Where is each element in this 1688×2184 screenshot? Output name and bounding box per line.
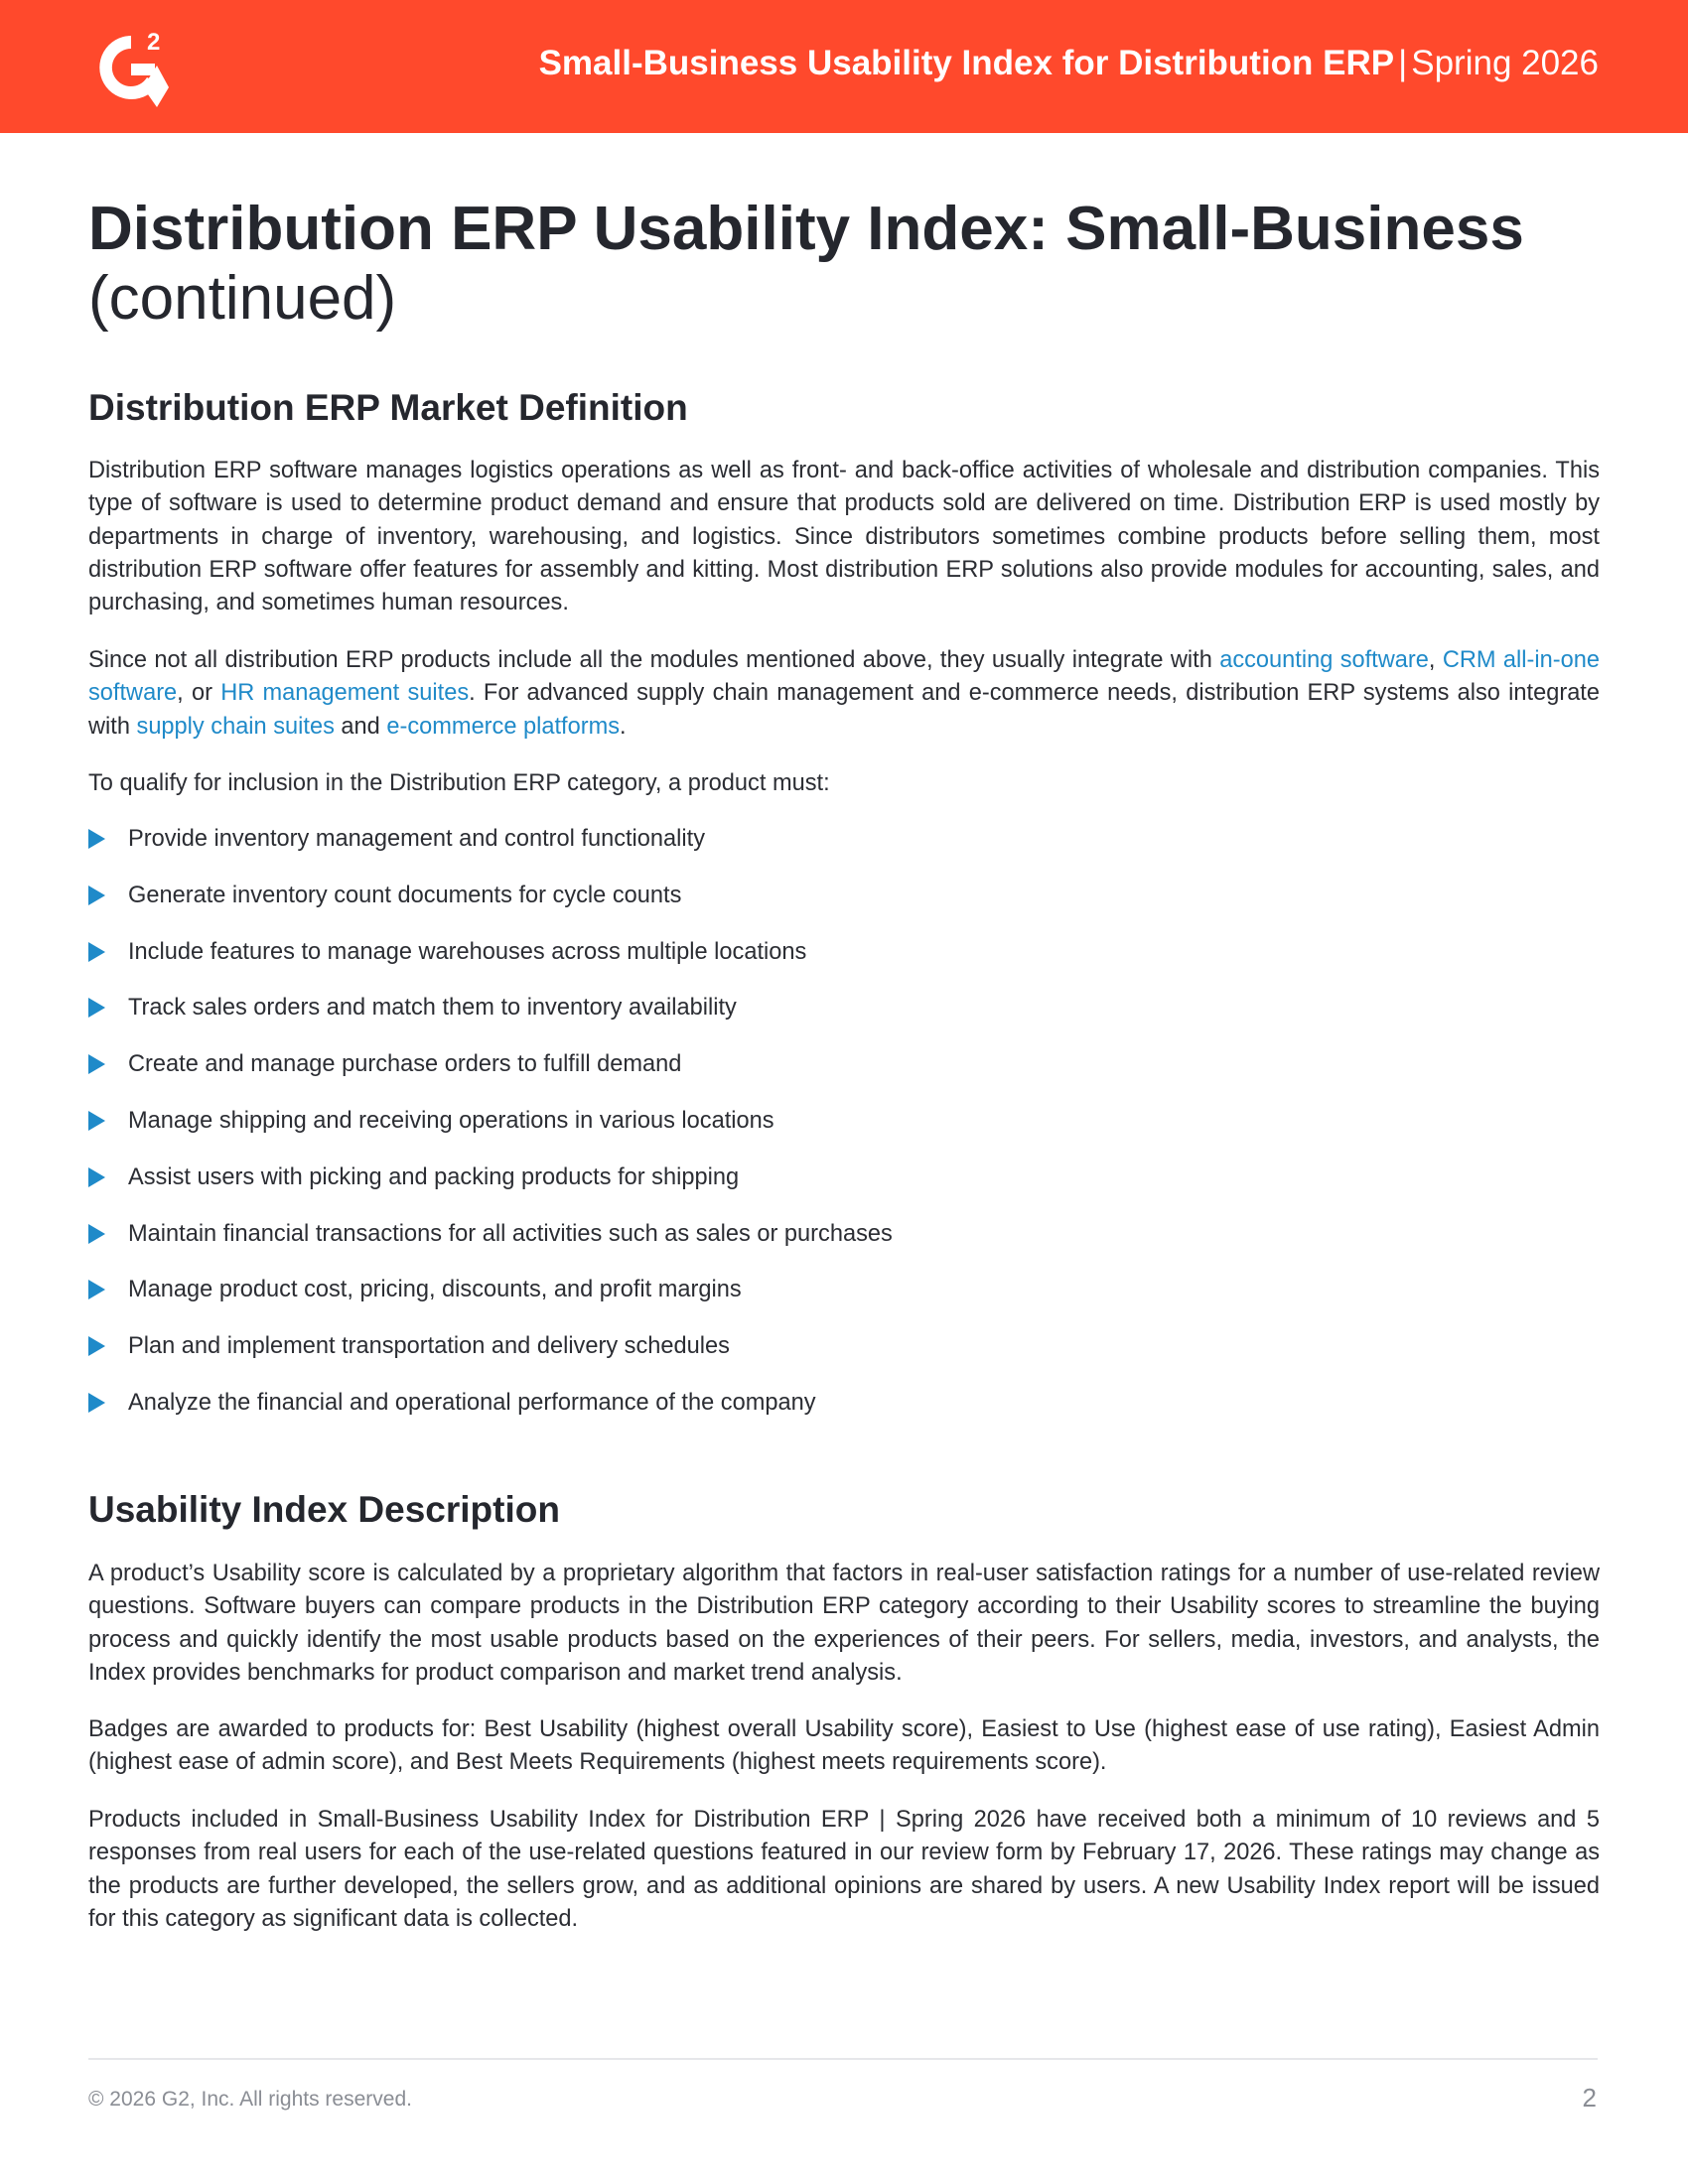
usability-index-heading: Usability Index Description — [88, 1489, 560, 1530]
badges-paragraph: Badges are awarded to products for: Best Usability (highest overall Usability score), Easiest to Use (highest ease of use rating), Easiest Admin (highest ease of admin score), and Best Meets Requirements (highest meets requirements score). — [88, 1716, 1600, 1776]
triangle-bullet-icon — [88, 1280, 105, 1299]
report-season: Spring 2026 — [1411, 44, 1599, 82]
triangle-bullet-icon — [88, 1111, 105, 1131]
usability-description-paragraph: A product’s Usability score is calculated by a proprietary algorithm that factors in real-user satisfaction ratings for a number of use-related review questions. Software buyers can compare products in the Distribution ERP category according to their Usability scores to streamline the buying process and quickly identify the most usable products based on the experiences of their peers. For sellers, media, investors, and analysts, the Index provides benchmarks for product comparison and market trend analysis. — [88, 1561, 1600, 1686]
report-header — [0, 0, 1688, 133]
text-fragment: , — [1428, 647, 1443, 673]
criterion-text: Include features to manage warehouses across multiple locations — [128, 938, 807, 965]
criterion-text: Manage shipping and receiving operations in various locations — [128, 1107, 774, 1134]
triangle-bullet-icon — [88, 829, 105, 849]
criterion-text: Generate inventory count documents for cycle counts — [128, 882, 682, 908]
list-item — [88, 1161, 1478, 1218]
list-item — [88, 1105, 1478, 1161]
criterion-text: Analyze the financial and operational performance of the company — [128, 1389, 816, 1416]
list-item — [88, 823, 1478, 880]
accounting-software-link[interactable]: accounting software — [1219, 647, 1429, 673]
criterion-text: Maintain financial transactions for all activities such as sales or purchases — [128, 1220, 893, 1247]
page-title-sub: (continued) — [88, 264, 397, 333]
supply-chain-link[interactable]: supply chain suites — [136, 713, 335, 740]
text-fragment: and — [334, 713, 387, 740]
page-number: 2 — [1582, 2083, 1597, 2113]
criterion-text: Track sales orders and match them to inventory availability — [128, 995, 737, 1022]
report-title-main: Small-Business Usability Index for Distribution ERP — [538, 44, 1395, 82]
criterion-text: Create and manage purchase orders to fulfill demand — [128, 1051, 682, 1078]
inclusion-criteria-paragraph: Products included in Small-Business Usability Index for Distribution ERP | Spring 2026 have received both a minimum of 10 reviews and 5 responses from real users for each of the use-related questions featured in our review form by February 17, 2026. These ratings may change as the products are further developed, the sellers grow, and as additional opinions are shared by users. A new Usability Index report will be issued for this category as significant data is collected. — [88, 1807, 1600, 1932]
qualification-criteria-list — [88, 823, 1478, 1443]
triangle-bullet-icon — [88, 1393, 105, 1413]
title-separator: | — [1398, 44, 1408, 82]
criterion-text: Assist users with picking and packing products for shipping — [128, 1163, 740, 1190]
text-fragment: Since not all distribution ERP products include all the modules mentioned above, they usually integrate with — [88, 647, 1220, 673]
criterion-text: Provide inventory management and control functionality — [128, 826, 705, 852]
market-definition-paragraph: Distribution ERP software manages logistics operations as well as front- and back-office activities of wholesale and distribution companies. This type of software is used to determine product demand and ensure that products sold are delivered on time. Distribution ERP is used mostly by departments in charge of inventory, warehousing, and logistics. Since distributors sometimes combine products before selling them, most distribution ERP software offer features for assembly and kitting. Most distribution ERP solutions also provide modules for accounting, sales, and purchasing, and sometimes human resources. — [88, 458, 1600, 616]
crm-software-link[interactable]: CRM all-in-one software — [88, 647, 1600, 707]
triangle-bullet-icon — [88, 942, 105, 962]
list-item — [88, 880, 1478, 936]
criterion-text: Manage product cost, pricing, discounts, and profit margins — [128, 1277, 742, 1303]
list-item — [88, 1218, 1478, 1275]
hr-management-link[interactable]: HR management suites — [220, 680, 470, 707]
footer-divider — [88, 2058, 1598, 2060]
triangle-bullet-icon — [88, 1336, 105, 1356]
text-fragment: . For advanced supply chain management and e-commerce needs, distribution ERP systems also integrate with — [88, 680, 1600, 740]
triangle-bullet-icon — [88, 998, 105, 1018]
criterion-text: Plan and implement transportation and delivery schedules — [128, 1333, 730, 1360]
list-item — [88, 1387, 1478, 1443]
triangle-bullet-icon — [88, 1054, 105, 1074]
page-title — [88, 195, 1598, 334]
g2-logo-icon — [87, 28, 175, 107]
text-fragment: . — [620, 713, 627, 740]
market-definition-heading: Distribution ERP Market Definition — [88, 387, 688, 428]
list-item — [88, 1048, 1478, 1105]
report-title — [539, 44, 1599, 83]
ecommerce-platforms-link[interactable]: e-commerce platforms — [386, 713, 621, 740]
triangle-bullet-icon — [88, 1167, 105, 1187]
integration-paragraph — [88, 644, 1600, 744]
copyright-notice: © 2026 G2, Inc. All rights reserved. — [88, 2088, 412, 2111]
triangle-bullet-icon — [88, 886, 105, 905]
qualification-intro: To qualify for inclusion in the Distribution ERP category, a product must: — [88, 770, 830, 796]
text-fragment: , or — [177, 680, 221, 707]
svg-text:2: 2 — [147, 29, 161, 56]
list-item — [88, 992, 1478, 1048]
triangle-bullet-icon — [88, 1224, 105, 1244]
list-item — [88, 1274, 1478, 1330]
list-item — [88, 1330, 1478, 1387]
list-item — [88, 936, 1478, 993]
page-title-main: Distribution ERP Usability Index: Small-Business — [88, 195, 1524, 263]
